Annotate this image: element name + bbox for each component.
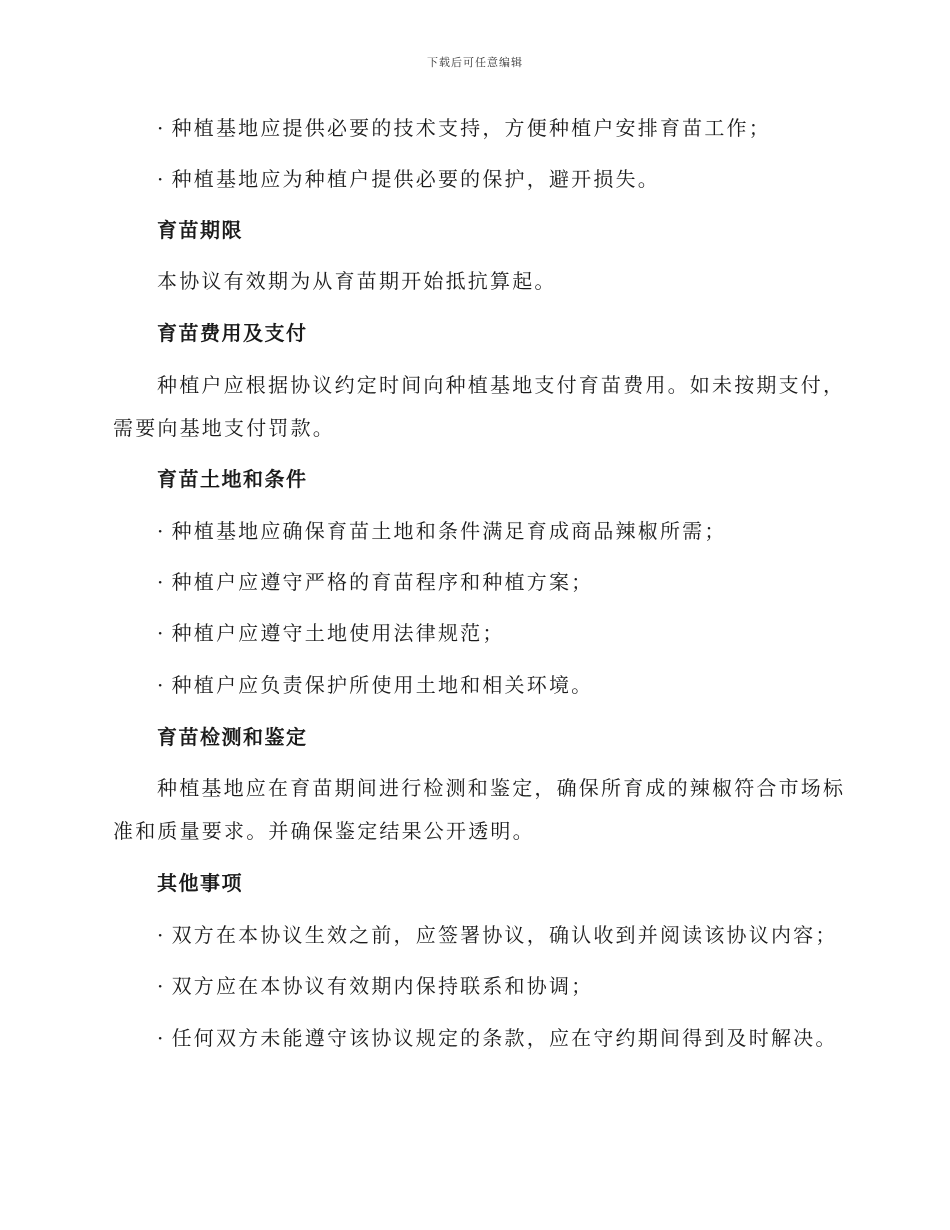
paragraph-continuation: 需要向基地支付罚款。 — [113, 416, 335, 440]
bullet-item — [157, 166, 660, 192]
bullet-text: 双方应在本协议有效期内保持联系和协调； — [171, 974, 594, 998]
bullet-text: 种植户应遵守土地使用法律规范； — [171, 621, 505, 645]
bullet-item — [157, 620, 505, 646]
section-heading: 育苗费用及支付 — [157, 321, 308, 345]
section-heading: 其他事项 — [157, 871, 243, 895]
paragraph-continuation: 准和质量要求。并确保鉴定结果公开透明。 — [113, 819, 535, 843]
bullet-symbol: · — [157, 974, 166, 998]
section-heading: 育苗土地和条件 — [157, 467, 308, 491]
paragraph: 种植基地应在育苗期间进行检测和鉴定，确保所育成的辣椒符合市场标 — [157, 776, 846, 800]
bullet-item — [157, 672, 593, 698]
bullet-item — [157, 922, 838, 948]
bullet-item — [157, 115, 771, 141]
bullet-text: 种植基地应确保育苗土地和条件满足育成商品辣椒所需； — [171, 519, 727, 543]
paragraph: 种植户应根据协议约定时间向种植基地支付育苗费用。如未按期支付， — [157, 373, 846, 397]
bullet-symbol: · — [157, 519, 166, 543]
bullet-item — [157, 518, 727, 544]
bullet-text: 双方在本协议生效之前，应签署协议，确认收到并阅读该协议内容； — [171, 923, 838, 947]
bullet-symbol: · — [157, 621, 166, 645]
bullet-symbol: · — [157, 570, 166, 594]
section-heading: 育苗期限 — [157, 218, 243, 242]
bullet-symbol: · — [157, 167, 166, 191]
bullet-symbol: · — [157, 116, 166, 140]
bullet-item — [157, 1025, 838, 1051]
page-header-note: 下载后可任意编辑 — [427, 56, 523, 69]
bullet-text: 种植户应负责保护所使用土地和相关环境。 — [171, 673, 594, 697]
bullet-item — [157, 569, 593, 595]
paragraph: 本协议有效期为从育苗期开始抵抗算起。 — [157, 269, 557, 293]
bullet-text: 种植基地应为种植户提供必要的保护，避开损失。 — [171, 167, 660, 191]
section-heading: 育苗检测和鉴定 — [157, 725, 308, 749]
bullet-symbol: · — [157, 673, 166, 697]
bullet-text: 任何双方未能遵守该协议规定的条款，应在守约期间得到及时解决。 — [171, 1026, 838, 1050]
bullet-text: 种植户应遵守严格的育苗程序和种植方案； — [171, 570, 594, 594]
bullet-item — [157, 973, 593, 999]
bullet-text: 种植基地应提供必要的技术支持，方便种植户安排育苗工作； — [171, 116, 771, 140]
bullet-symbol: · — [157, 1026, 166, 1050]
bullet-symbol: · — [157, 923, 166, 947]
